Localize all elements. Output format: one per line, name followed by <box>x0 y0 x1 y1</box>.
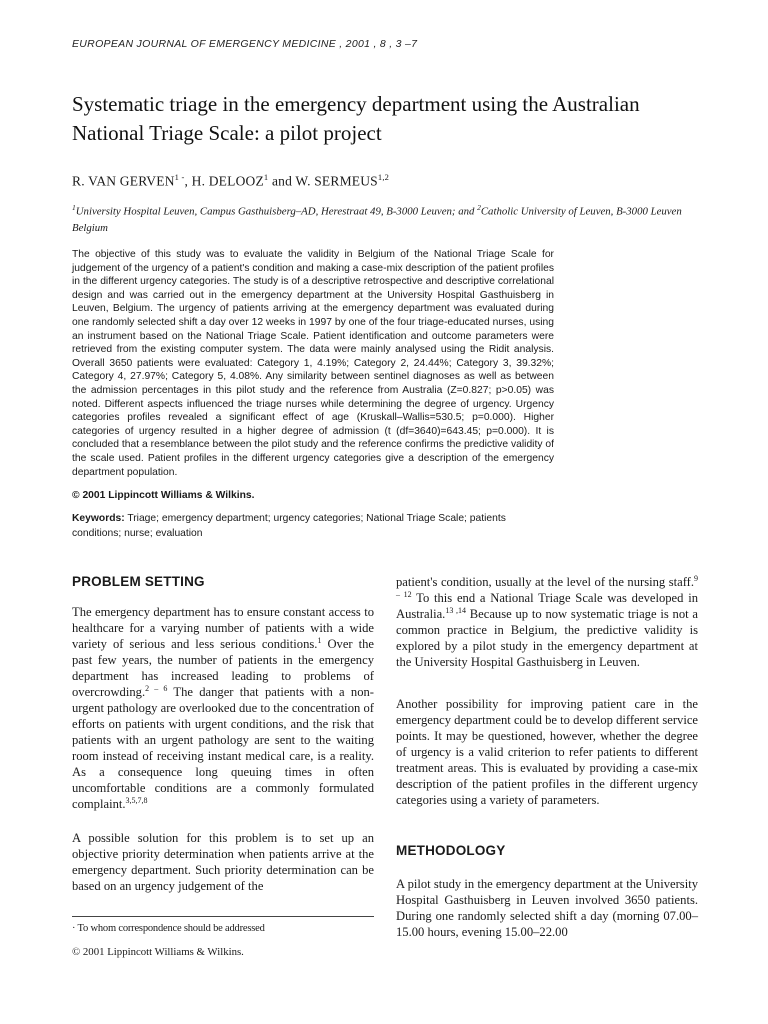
body-paragraph: Another possibility for improving patient care in the emergency department could be to develop different service points. It may be questioned, however, whether the degree of urgency is a valid criterion to refer patients to different treatment areas. This is evaluated by providing a case-mix description of the patient profiles in the different urgency categories using a variety of parameters. <box>396 697 699 807</box>
affil-mark: 2 <box>477 203 481 212</box>
body-paragraph <box>72 604 374 812</box>
section-heading-methodology: METHODOLOGY <box>396 843 506 858</box>
author-affil-mark: 1 - <box>174 172 185 182</box>
author-affil-mark: 1 <box>263 172 269 182</box>
author-name: , H. DELOOZ <box>184 173 264 189</box>
body-text: Over the past few years, the number of patients in the emergency department has increased leading to problems of overcrowding. <box>72 637 374 699</box>
abstract-copyright: © 2001 Lippincott Williams & Wilkins. <box>72 490 255 501</box>
citation: 13 ,14 <box>445 605 466 615</box>
body-paragraph: A pilot study in the emergency department at the University Hospital Gasthuisberg in Leuven involved 3650 patients. During one randomly selected shift a day (morning 07.00–15.00 hours, evening 15.00–22.00 <box>396 877 698 939</box>
body-text: patient's condition, usually at the level of the nursing staff. <box>396 575 694 589</box>
copyright-footnote: © 2001 Lippincott Williams & Wilkins. <box>72 946 244 958</box>
citation: 1 <box>317 635 322 645</box>
citation: 2 – 6 <box>145 683 168 693</box>
author-name: R. VAN GERVEN <box>72 173 175 189</box>
journal-header: EUROPEAN JOURNAL OF EMERGENCY MEDICINE , 2001 , 8 , 3 –7 <box>72 38 418 50</box>
body-text: Because up to now systematic triage is not a common practice in Belgium, the predictive validity is explored by a pilot study in the emergency department at the University Hospital Gasthuisberg in Leuven. <box>396 607 698 669</box>
article-title: Systematic triage in the emergency department using the Australian National Triage Scale: a pilot project <box>72 92 640 145</box>
abstract: The objective of this study was to evaluate the validity in Belgium of the National Triage Scale for judgement of the urgency of a patient's condition and making a case-mix description of the patient profiles in the different urgency categories. The study is of a descriptive retrospective and descriptive correlational design and was carried out in the emergency department at the University Hospital Gasthuisberg in Leuven, Belgium. The urgency of patients arriving at the emergency department was evaluated during one randomly selected shift a day over 12 weeks in 1997 by one of the four triage-educated nurses, using an instrument based on the National Triage Scale. Patient identification and outcome parameters were retrieved from the existing computer system. The data were mainly analysed using the Ridit analysis. Overall 3650 patients were evaluated: Category 1, 4.19%; Category 2, 24.44%; Category 3, 39.32%; Category 4, 27.97%; Category 5, 4.08%. Any similarity between sentinel diagnoses as well as between the admission percentages in this pilot study and the reference from Australia (Z=0.827; p>0.05) was noted. Different aspects influenced the triage nurses while determining the degree of urgency. Urgency categories profiles revealed a significant effect of age (Kruskall–Wallis=530.5; p=0.000). Higher categories of urgency resulted in a higher degree of admission (t (df=3640)=643.45; p=0.000). It is concluded that a resemblance between the pilot study and the reference confirms the predictive validity of the scale used. Patient profiles in the different urgency categories give a description of the emergency department population. <box>72 249 554 478</box>
author-name: and W. SERMEUS <box>268 173 378 189</box>
body-text: The emergency department has to ensure constant access to healthcare for a varying number of patients with a wide variety of serious and less serious conditions. <box>72 605 374 651</box>
body-text: To this end a National Triage Scale was developed in Australia. <box>396 591 698 621</box>
footnote-rule <box>72 916 374 917</box>
affil-text: Catholic University of Leuven, B-3000 Leuven Belgium <box>72 205 682 234</box>
citation: 9 – 12 <box>396 573 698 599</box>
affiliations <box>72 200 692 236</box>
body-text: The danger that patients with a non-urgent pathology are overlooked due to the concentration of efforts on patients with urgent conditions, and the risk that patients with an urgent pathology are sent to the waiting room instead of receiving instant medical care, is a reality. As a consequence long queuing times in often uncomfortable conditions are a commonly formulated complaint. <box>72 685 374 811</box>
affil-mark: 1 <box>72 203 76 212</box>
keywords-list: Triage; emergency department; urgency categories; National Triage Scale; patients conditions; nurse; evaluation <box>72 513 506 539</box>
author-affil-mark: 1,2 <box>377 172 390 182</box>
body-paragraph <box>396 574 698 670</box>
affil-text: University Hospital Leuven, Campus Gasthuisberg–AD, Herestraat 49, B-3000 Leuven; and <box>75 205 478 218</box>
citation: 3,5,7,8 <box>125 795 148 805</box>
correspondence-footnote: · To whom correspondence should be addressed <box>72 923 265 934</box>
section-heading-problem-setting: PROBLEM SETTING <box>72 574 205 589</box>
author-list <box>72 172 389 190</box>
keywords <box>72 511 554 541</box>
body-paragraph: A possible solution for this problem is to set up an objective priority determination when patients arrive at the emergency department. Such priority determination can be based on an urgency judgement of the <box>72 831 374 893</box>
keywords-label: Keywords: <box>72 513 125 524</box>
